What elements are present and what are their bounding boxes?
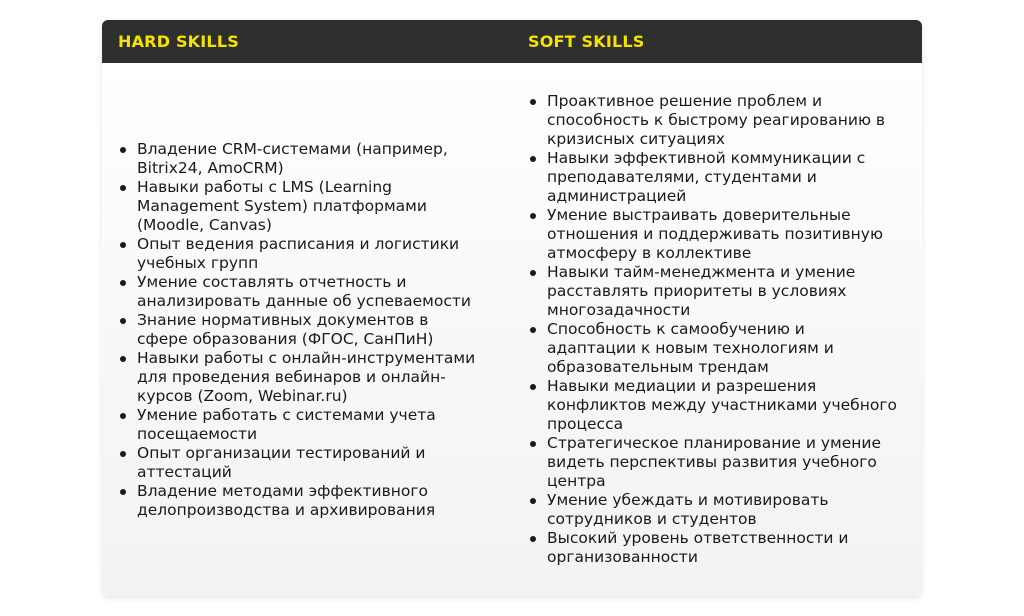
soft-skills-list [512,92,897,567]
soft-skill-item: Умение выстраивать доверительные отношения и поддерживать позитивную атмосферу в коллективе [512,206,897,263]
hard-skill-item: Владение методами эффективного делопроизводства и архивирования [102,482,482,520]
soft-skill-item: Способность к самообучению и адаптации к новым технологиям и образовательным трендам [512,320,897,377]
table-header [102,20,922,63]
skills-table [102,20,922,596]
hard-skill-item: Умение составлять отчетность и анализировать данные об успеваемости [102,273,482,311]
soft-skill-item: Стратегическое планирование и умение видеть перспективы развития учебного центра [512,434,897,491]
hard-skill-item: Навыки работы с онлайн-инструментами для проведения вебинаров и онлайн-курсов (Zoom, Webinar.ru) [102,349,482,406]
soft-skills-column [512,63,922,596]
soft-skill-item: Навыки эффективной коммуникации с преподавателями, студентами и администрацией [512,149,897,206]
soft-skill-item: Навыки тайм-менеджмента и умение расставлять приоритеты в условиях многозадачности [512,263,897,320]
soft-skill-item: Высокий уровень ответственности и организованности [512,529,897,567]
hard-skill-item: Владение CRM-системами (например, Bitrix24, AmoCRM) [102,140,482,178]
soft-skills-title: SOFT SKILLS [528,32,645,51]
hard-skill-item: Опыт ведения расписания и логистики учебных групп [102,235,482,273]
hard-skills-list [102,140,482,520]
table-body [102,63,922,596]
hard-skills-title: HARD SKILLS [118,32,239,51]
hard-skill-item: Навыки работы с LMS (Learning Management System) платформами (Moodle, Canvas) [102,178,482,235]
soft-skill-item: Проактивное решение проблем и способность к быстрому реагированию в кризисных ситуациях [512,92,897,149]
hard-skill-item: Опыт организации тестирований и аттестаций [102,444,482,482]
soft-skill-item: Навыки медиации и разрешения конфликтов между участниками учебного процесса [512,377,897,434]
soft-skill-item: Умение убеждать и мотивировать сотрудников и студентов [512,491,897,529]
hard-skill-item: Знание нормативных документов в сфере образования (ФГОС, СанПиН) [102,311,482,349]
hard-skills-column [102,63,512,596]
hard-skill-item: Умение работать с системами учета посещаемости [102,406,482,444]
